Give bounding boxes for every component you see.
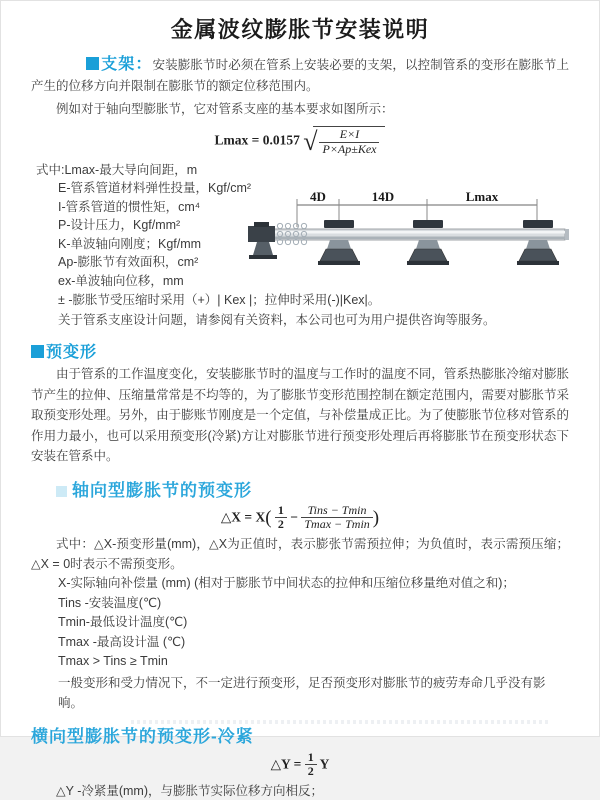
support-text: 安装膨胀节时必须在管系上安装必要的支架，以控制管系的变形在膨胀节上产生的位移方向并限制在膨胀节的额定位移范围内。 [31,58,569,93]
cutoff-text-remnant [131,720,551,724]
pipe [253,229,565,240]
lmax-radicand [313,126,385,157]
minus-sign: − [290,508,298,524]
definition-item: P-设计压力，Kgf/mm² [58,218,181,233]
blue-square-bullet-icon [86,57,99,70]
lateral-desc: △Y -冷紧量(mm)，与膨胀节实际位移方向相反； [56,784,324,799]
example-line: 例如对于轴向型膨胀节，它对管系支座的基本要求如图所示： [56,102,394,116]
definition-item: I-管系管道的惯性矩，cm⁴ [58,199,201,214]
axial-subsection-header [56,476,569,501]
open-paren: ( [265,506,272,528]
dim-label-14d: 14D [371,189,395,204]
temp-line: Tins -安装温度(℃) [58,595,162,610]
axial-formula [31,504,569,533]
guide-support [407,220,449,265]
pipe-support-diagram [247,189,597,291]
pale-square-bullet-icon [56,486,67,497]
definition-item: ex-单波轴向位移，mm [58,273,184,288]
definition-item: Ap-膨胀节有效面积，cm² [58,255,199,270]
lmax-fraction: $\frac{E\times I}{\text{P×Ap±Kex}}$ [319,128,379,157]
half-fraction: $\frac{1}{2}$ [275,504,287,533]
temp-line: Tmax -最高设计温 (℃) [58,634,186,649]
lmax-formula-lhs: Lmax = 0.0157 [214,132,300,148]
axial-formula-lhs: △X = X [220,508,266,524]
definition-item: K-单波轴向刚度；Kgf/mm [58,236,202,251]
temp-line: Tmin-最低设计温度(℃) [58,615,188,630]
axial-note: 一般变形和受力情况下，不一定进行预变形，足否预变形对膨胀节的疲劳寿命几乎没有影响。 [58,675,546,710]
anchor-support [248,222,277,259]
temp-fraction: $\frac{\text{Tins − Tmin}}{Tmax - Tmin}$ [301,504,372,533]
dim-label-lmax: Lmax [465,189,499,204]
x-definition: X-实际轴向补偿量 (mm) (相对于膨胀节中间状态的拉伸和压缩位移量绝对值之和)； [58,576,515,591]
predeform-label: 预变形 [46,344,98,362]
half-fraction: $\frac{1}{2}$ [305,751,317,780]
pipe-end-cap [565,229,569,240]
lateral-formula [31,751,569,780]
lateral-subsection-header: 横向型膨胀节的预变形-冷紧 [31,726,254,746]
page-title: 金属波纹膨胀节安装说明 [170,17,430,42]
predeform-section-header [31,339,569,362]
guide-support [517,220,559,265]
lateral-formula-rhs: Y [319,756,330,772]
support-paragraph [31,54,569,97]
definitions-lead: 式中:Lmax-最大导向间距，m [36,162,198,177]
blue-square-bullet-icon [31,345,44,358]
definition-item: E-管系管道材料弹性投量，Kgf/cm² [58,181,252,196]
axial-desc: 式中：△X-预变形量(mm)，△X为正值时，表示膨张节需预拉伸；为负值时，表示需预压缩；△X = 0时表示不需预变形。 [31,537,569,572]
temp-line: Tmax > Tins ≥ Tmin [58,654,168,669]
axial-header-text: 轴向型膨胀节的预变形 [72,480,252,500]
close-paren: ) [372,506,380,528]
dim-label-4d: 4D [310,189,326,204]
predeform-paragraph: 由于管系的工作温度变化，安装膨胀节时的温度与工作时的温度不同，管系热膨胀冷缩对膨胀节产生的拉伸、压缩量常常是不均等的，为了膨胀节变形范围控制在额定范围内，需要对膨胀节采取预变形处理。另外，由于膨账节刚度是一个定值，与补偿量成正比。为了使膨胀节位移对管系的作用力最小，也可以采用预变形(冷紧)方让对膨胀节进行预变形处理后再将膨胀节在预变形状态下安装在管系中。 [31,367,569,464]
consult-note: 关于管系支座设计问题，请参阅有关资料，本公司也可为用户提供咨询等服务。 [58,312,496,327]
guide-support [318,220,360,265]
plus-minus-note: ± -膨胀节受压缩时采用（+）| Kex |；拉伸时采用(-)|Kex|。 [58,293,381,308]
square-root-sign: √ [303,127,318,157]
lmax-formula [31,126,569,157]
support-section-label: 支架： [101,56,153,73]
lateral-formula-lhs: △Y = [270,756,302,772]
